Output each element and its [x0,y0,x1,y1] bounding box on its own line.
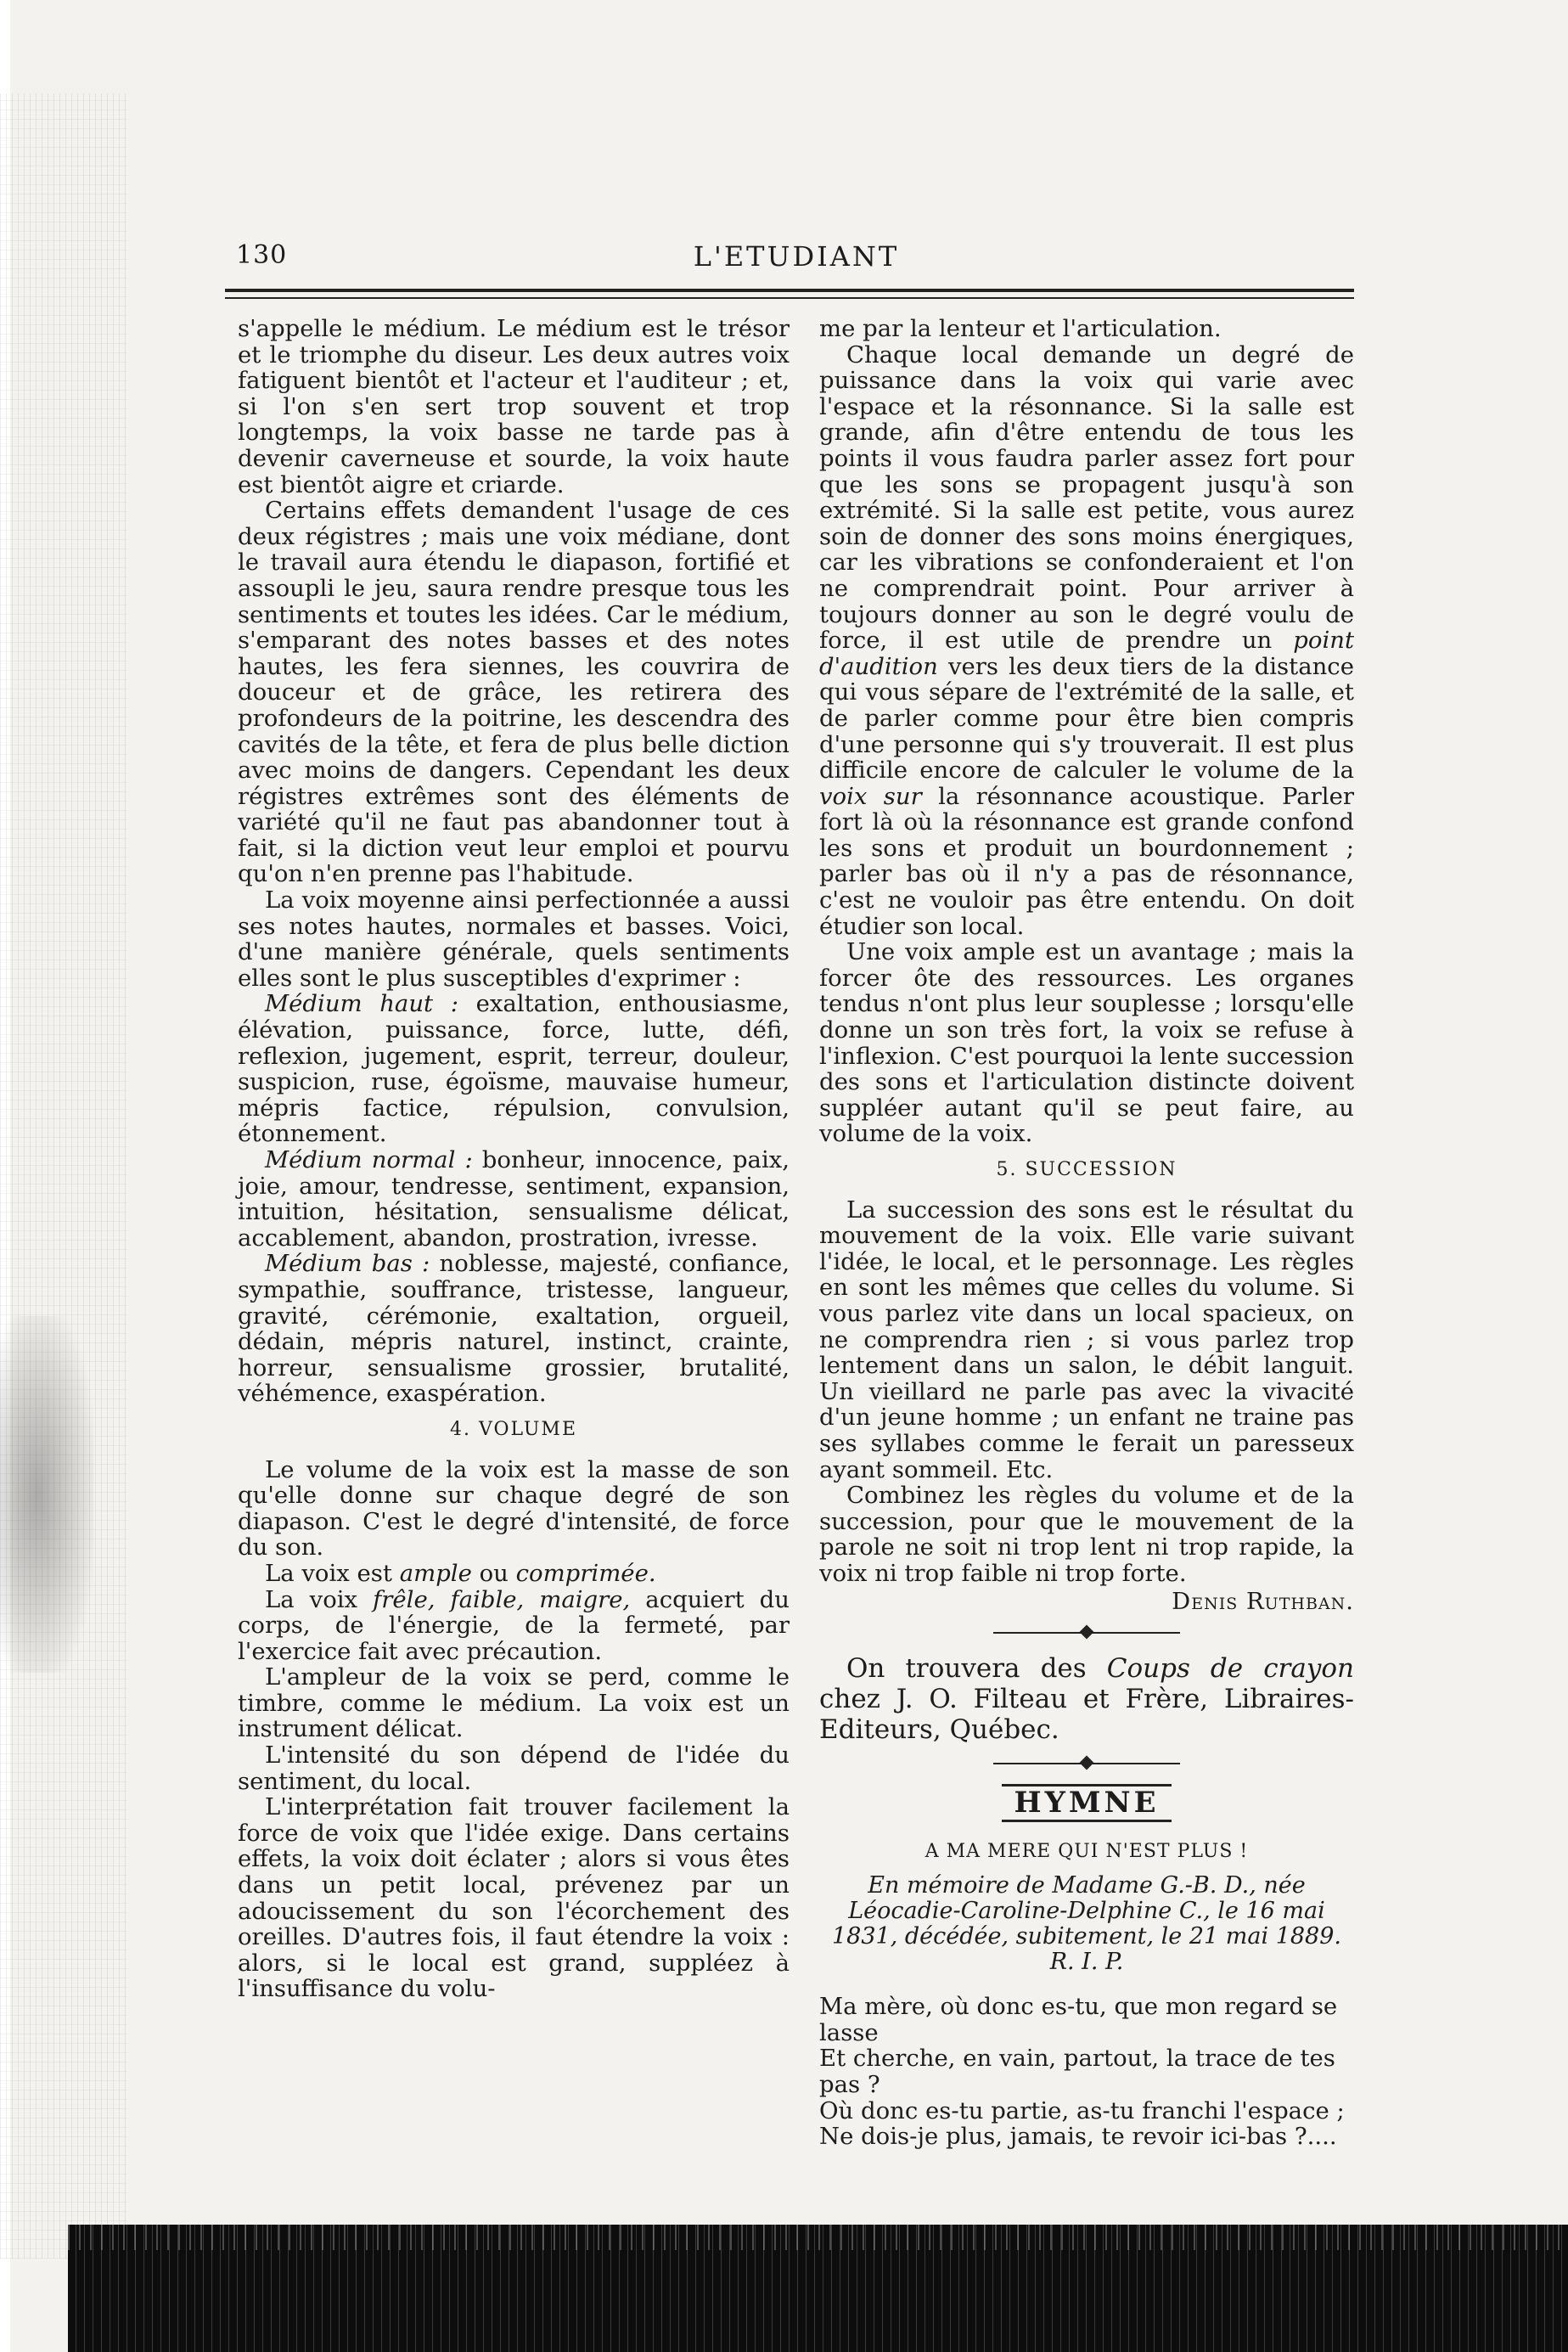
medium-haut-entry [238,991,790,1147]
left-column [238,316,790,2002]
paragraph-text: la résonnance acoustique. Parler fort là où la résonnance est grande confond les sons et produit un bourdonnement ; parler bas où il n'y a pas de résonnance, c'est ne vouloir pas être entendu. On doit étudier son local. [819,782,1354,940]
paragraph [238,1794,790,2002]
italic-term: comprimée. [515,1559,656,1587]
paragraph-text: L'intensité du son dépend de l'idée du sentiment, du local. [238,1741,790,1795]
paragraph-text: s'appelle le médium. Le médium est le trésor et le triomphe du diseur. Les deux autres voix fatiguent bientôt et l'acteur et l'auditeur ; et, si l'on s'en sert trop souvent et trop longtemps, la voix basse ne tarde pas à devenir caverneuse et sourde, la voix haute est bientôt aigre et criarde. [238,315,790,498]
memorial-text: En mémoire de Madame G.-B. D., née Léocadie-Caroline-Delphine C., le [848,1872,1306,1925]
poem-line: Et cherche, en vain, partout, la trace de tes pas ? [819,2045,1335,2099]
paragraph-text: ou [471,1559,516,1587]
memorial-text: mai 1889. [1218,1923,1341,1950]
author-signature: Denis Ruthban. [1172,1587,1354,1615]
paragraph [819,1197,1354,1483]
poem-dedication: A MA MERE QUI N'EST PLUS ! [925,1840,1249,1862]
diamond-ornament-icon [1080,1625,1094,1640]
medium-normal-entry [238,1147,790,1251]
section-heading-volume: 4. VOLUME [449,1418,578,1440]
paragraph-text: La voix est [265,1559,400,1587]
scan-stain [0,1316,93,1673]
paragraph-text: Combinez les règles du volume et de la succession, pour que le mouvement de la parole ne soit ni trop lent ni trop rapide, la voix ni trop faible ni trop forte. [819,1482,1354,1587]
memorial-date: 21 [1189,1923,1219,1950]
ornament-divider [993,1626,1180,1640]
paragraph [819,316,1354,342]
medium-bas-text: noblesse, majesté, confiance, sympathie, souffrance, tristesse, langueur, gravité, cérémonie, exaltation, orgueil, dédain, mépris naturel, instinct, crainte, horreur, sensualisme grossier, brutalité, véhémence, exaspération. [238,1250,790,1408]
notice-text: chez J. O. Filteau et Frère, Libraires-Editeurs, Québec. [819,1684,1354,1746]
paragraph [238,1664,790,1742]
memorial-date: 16 mai [1245,1898,1325,1925]
scan-dark-band [68,2225,1568,2352]
paragraph [819,1483,1354,1586]
paragraph [238,887,790,991]
right-column [819,316,1354,2150]
medium-haut-label: Médium haut : [265,990,458,1018]
paragraph-text: La voix moyenne ainsi perfectionnée a aussi ses notes hautes, normales et basses. Voici, d'une manière générale, quels sentiments elles sont le plus susceptibles d'exprimer : [238,886,790,992]
paragraph-text: La succession des sons est le résultat du mouvement de la voix. Elle varie suivant l'idée, le local, et le personnage. Les règles en sont les mêmes que celles du volume. Si vous parlez vite dans un local spacieux, on ne comprendra rien ; si vous parlez trop lentement dans un salon, le débit languit. Un vieillard ne parle pas avec la vivacité d'un jeune homme ; un enfant ne traine pas ses syllabes comme le ferait un paresseux ayant sommeil. Etc. [819,1196,1354,1483]
poem-title: HYMNE [1002,1784,1172,1822]
paragraph [238,498,790,887]
memorial-rip: R. I. P. [1049,1949,1124,1976]
italic-term: frêle, faible, maigre, [373,1585,631,1613]
memorial-text: 1831, décédée, subitement, le [832,1923,1189,1950]
header-rule [225,289,1354,292]
paragraph-text: Le volume de la voix est la masse de son qu'elle donne sur chaque degré de son diapason. C'est le degré d'intensité, de force du son. [238,1455,790,1561]
notice-text: On trouvera des [846,1653,1107,1685]
italic-term: point d'audition [819,627,1354,680]
paragraph-text: Chaque local demande un degré de puissance dans la voix qui varie avec l'espace et la résonnance. Si la salle est grande, afin d'être entendu de tous les points il vous faudra parler assez fort pour que les sons se propagent jusqu'à son extrémité. Si la salle est petite, vous aurez soin de donner des sons moins énergiques, car les vibrations se confonderaient et l'on ne comprendrait point. Pour arriver à toujours donner au son le degré voulu de force, il est utile de prendre un [819,340,1354,655]
paragraph [238,1742,790,1794]
paragraph-text: L'ampleur de la voix se perd, comme le timbre, comme le médium. La voix est un instrument délicat. [238,1663,790,1743]
paragraph-text: Certains effets demandent l'usage de ces deux régistres ; mais une voix médiane, dont le travail aura étendu le diapason, fortifié et assoupli le jeu, saura rendre presque tous les sentiments et toutes les idées. Car le médium, s'emparant des notes basses et des notes hautes, les fera siennes, les couvrira de douceur et de grâce, les retirera des profondeurs de la poitrine, les descendra des cavités de la tête, et fera de plus belle diction avec moins de dangers. Cependant les deux régistres extrêmes sont des éléments de variété qu'il ne faut pas abandonner tout à fait, si la diction veut leur emploi et pourvu qu'on n'en prenne pas l'habitude. [238,497,790,888]
paragraph-text: L'interprétation fait trouver facilement la force de voix que l'idée exige. Dans certains effets, la voix doit éclater ; alors si vous êtes dans un petit local, prévenez par un adoucissement du son l'écorchement des oreilles. D'autres fois, il faut étendre la voix : alors, si le local est grand, suppléez à l'insuffisance du volu- [238,1793,790,2003]
medium-bas-label: Médium bas : [265,1250,430,1278]
medium-normal-text: bonheur, innocence, paix, joie, amour, tendresse, sentiment, expansion, intuition, hésitation, sensualisme délicat, accablement, abandon, prostration, ivresse. [238,1146,790,1252]
diamond-ornament-icon [1080,1756,1094,1770]
paragraph-text: La voix [265,1585,374,1613]
paragraph-text: acquiert du corps, de l'énergie, de la fermeté, par l'exercice fait avec précaution. [238,1585,790,1665]
medium-haut-text: exaltation, enthousiasme, élévation, puissance, force, lutte, défi, reflexion, jugement, esprit, terreur, douleur, suspicion, ruse, égoïsme, mauvaise humeur, mépris factice, répulsion, convulsion, étonnement. [238,990,790,1148]
scan-noise [0,93,127,2259]
page-number: 130 [236,240,288,270]
poem-line: Ma mère, où donc es-tu, que mon regard se lasse [819,1993,1338,2046]
paragraph-text: Une voix ample est un avantage ; mais la forcer ôte des ressources. Les organes tendus n'ont plus leur souplesse ; lorsqu'elle donne un son très fort, la voix se refuse à l'inflexion. C'est pourquoi la lente succession des sons et l'articulation distincte doivent suppléer autant qu'il se peut faire, au volume de la voix. [819,938,1354,1148]
paragraph [238,1587,790,1665]
ornament-divider [993,1757,1180,1770]
medium-normal-label: Médium normal : [265,1146,473,1173]
paragraph [238,316,790,498]
paragraph-text: me par la lenteur et l'articulation. [819,315,1222,342]
paragraph-text: vers les deux tiers de la distance qui vous sépare de l'extrémité de la salle, et de parler comme pour être bien compris d'une personne qui s'y trouverait. Il est plus difficile encore de calculer le volume de la [819,652,1354,785]
paragraph [819,939,1354,1147]
section-heading-succession: 5. SUCCESSION [996,1159,1177,1180]
poem-line: Où donc es-tu partie, as-tu franchi l'espace ; [819,2096,1345,2124]
italic-term: Coups de crayon [1106,1653,1355,1685]
italic-term: voix sur [819,782,922,810]
italic-term: ample [399,1559,472,1587]
medium-bas-entry [238,1251,790,1407]
poem-line: Ne dois-je plus, jamais, te revoir ici-bas ?.... [819,2123,1337,2151]
memorial-note [819,1873,1354,1975]
header-rule-thin [225,297,1354,299]
paragraph [819,342,1354,940]
bookseller-notice [819,1653,1354,1745]
paragraph [238,1561,790,1587]
journal-title: L'ETUDIANT [693,240,900,273]
poem-stanza [819,1994,1354,2150]
paragraph [238,1457,790,1561]
page-header [236,240,1357,283]
